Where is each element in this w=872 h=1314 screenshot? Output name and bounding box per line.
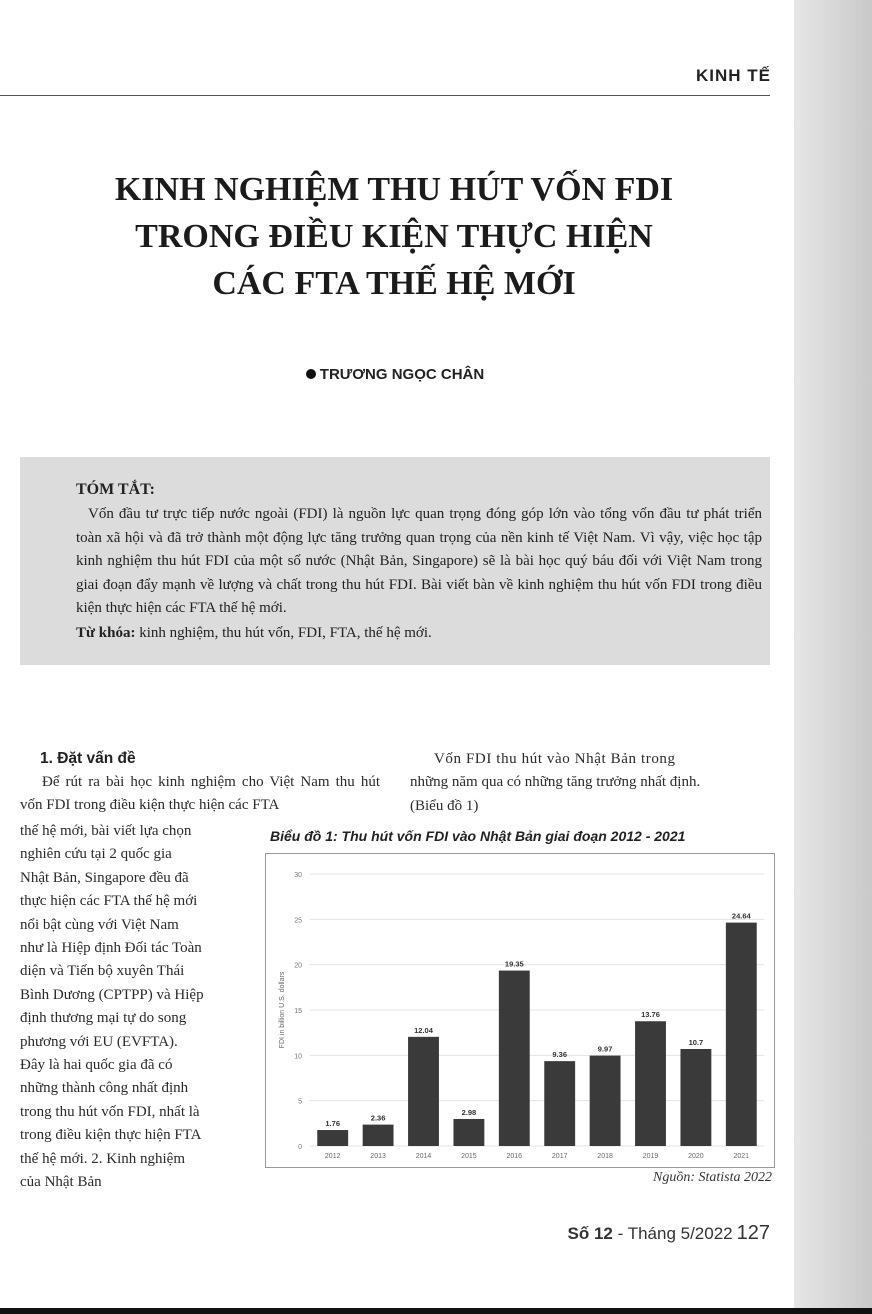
bar	[363, 1125, 394, 1146]
data-label: 13.76	[641, 1010, 660, 1020]
text-line: thế hệ mới, bài viết lựa chọn	[20, 823, 192, 839]
data-label: 9.36	[552, 1050, 568, 1060]
right-column-text	[410, 748, 772, 818]
bar-chart	[265, 853, 775, 1168]
x-tick-label: 2013	[370, 1153, 386, 1160]
bar	[635, 1021, 666, 1146]
intro-paragraph: Để rút ra bài học kinh nghiệm cho Việt Nam thu hút vốn FDI trong điều kiện thực hiện các FTA	[20, 774, 380, 814]
data-label: 10.7	[688, 1037, 704, 1047]
x-tick-label: 2016	[506, 1153, 523, 1160]
header-rule	[0, 95, 770, 96]
page-gutter	[794, 0, 872, 1314]
text-line: diện và Tiến bộ xuyên Thái	[20, 963, 185, 980]
left-column-text	[20, 820, 240, 1195]
y-tick-label: 20	[294, 962, 302, 970]
text-line: như là Hiệp định Đối tác Toàn	[20, 940, 202, 957]
y-tick-label: 5	[298, 1098, 302, 1106]
text-line: trong thu hút vốn FDI, nhất là	[20, 1103, 200, 1120]
page-footer	[540, 1222, 770, 1245]
text-line: những năm qua có những tăng trưởng nhất định.	[410, 774, 701, 791]
text-line: Bình Dương (CPTPP) và Hiệp	[20, 986, 204, 1003]
text-line: Vốn FDI thu hút vào Nhật Bản trong	[434, 751, 676, 767]
bar	[408, 1037, 439, 1146]
x-tick-label: 2020	[688, 1153, 704, 1160]
author-name: TRƯƠNG NGỌC CHÂN	[319, 366, 485, 383]
y-tick-label: 0	[298, 1144, 302, 1151]
abstract-keywords	[76, 625, 432, 642]
page-number: 127	[736, 1222, 770, 1244]
x-tick-label: 2017	[551, 1153, 568, 1160]
title-line: TRONG ĐIỀU KIỆN THỰC HIỆN	[135, 218, 653, 255]
bullet-icon	[306, 369, 316, 379]
keywords-label: Từ khóa:	[76, 625, 136, 641]
abstract-box	[20, 457, 770, 665]
data-label: 24.64	[731, 911, 751, 921]
text-line: (Biểu đồ 1)	[410, 797, 479, 814]
x-tick-label: 2019	[642, 1153, 659, 1160]
bar	[499, 971, 530, 1146]
chart-svg	[266, 854, 774, 1167]
bar	[317, 1130, 348, 1146]
bar	[590, 1056, 621, 1146]
y-tick-label: 25	[294, 917, 302, 925]
text-line: phương với EU (EVFTA).	[20, 1033, 178, 1050]
text-line: trong điều kiện thực hiện FTA	[20, 1127, 202, 1144]
bar	[680, 1049, 711, 1146]
issue-number: Số 12	[567, 1224, 613, 1243]
y-axis-label: FDI in billion U.S. dollars	[279, 971, 286, 1049]
keywords-text: kinh nghiệm, thu hút vốn, FDI, FTA, thế hệ mới.	[135, 625, 432, 641]
title-line: KINH NGHIỆM THU HÚT VỐN FDI	[114, 171, 674, 208]
text-line: thế hệ mới. 2. Kinh nghiệm	[20, 1150, 185, 1167]
y-tick-label: 10	[294, 1053, 302, 1061]
abstract-heading: TÓM TẮT:	[76, 481, 155, 498]
text-line: Nhật Bản, Singapore đều đã	[20, 869, 189, 886]
data-label: 9.97	[597, 1044, 613, 1054]
text-line: định thương mại tự do song	[20, 1010, 187, 1027]
chart-caption: Biểu đồ 1: Thu hút vốn FDI vào Nhật Bản giai đoạn 2012 - 2021	[270, 828, 686, 844]
data-label: 12.04	[414, 1025, 433, 1035]
text-line: nghiên cứu tại 2 quốc gia	[20, 846, 172, 863]
data-label: 1.76	[325, 1119, 341, 1129]
x-tick-label: 2015	[461, 1153, 477, 1160]
author-byline	[0, 366, 790, 383]
text-line: thực hiện các FTA thế hệ mới	[20, 893, 198, 910]
issue-date: Tháng 5/2022	[627, 1224, 733, 1243]
chart-source: Nguồn: Statista 2022	[652, 1170, 772, 1185]
abstract-body: Vốn đầu tư trực tiếp nước ngoài (FDI) là nguồn lực quan trọng đóng góp lớn vào tổng vốn đầu tư phát triển toàn xã hội và đã trở thành một động lực tăng trưởng quan trọng của nền kinh tế Việt Nam. Vì vậy, việc học tập kinh nghiệm thu hút FDI của một số nước (Nhật Bản, Singapore) sẽ là bài học quý báu đối với Việt Nam trong giai đoạn đẩy mạnh về lượng và chất trong thu hút FDI. Bài viết bàn về kinh nghiệm thu hút vốn FDI trong điều kiện thực hiện các FTA thế hệ mới.	[76, 506, 762, 616]
x-tick-label: 2021	[733, 1153, 750, 1160]
bottom-rule	[0, 1308, 872, 1314]
section-heading: 1. Đặt vấn đề	[40, 750, 136, 767]
data-label: 2.98	[461, 1107, 477, 1117]
x-tick-label: 2012	[324, 1153, 341, 1160]
article-title	[40, 166, 748, 307]
text-line: của Nhật Bản	[20, 1174, 102, 1191]
title-line: CÁC FTA THẾ HỆ MỚI	[212, 265, 576, 302]
footer-sep: -	[612, 1224, 628, 1243]
text-line: những thành công nhất định	[20, 1080, 189, 1097]
bar	[453, 1119, 484, 1146]
y-tick-label: 15	[294, 1008, 302, 1015]
data-label: 2.36	[370, 1113, 386, 1123]
y-tick-label: 30	[294, 872, 302, 879]
text-line: nổi bật cùng với Việt Nam	[20, 916, 179, 933]
bar	[726, 923, 757, 1146]
x-tick-label: 2014	[415, 1153, 432, 1160]
section-label: KINH TẾ	[696, 66, 771, 85]
data-label: 19.35	[504, 959, 524, 969]
x-tick-label: 2018	[597, 1153, 613, 1160]
text-line: Đây là hai quốc gia đã có	[20, 1057, 173, 1074]
bar	[544, 1061, 575, 1146]
